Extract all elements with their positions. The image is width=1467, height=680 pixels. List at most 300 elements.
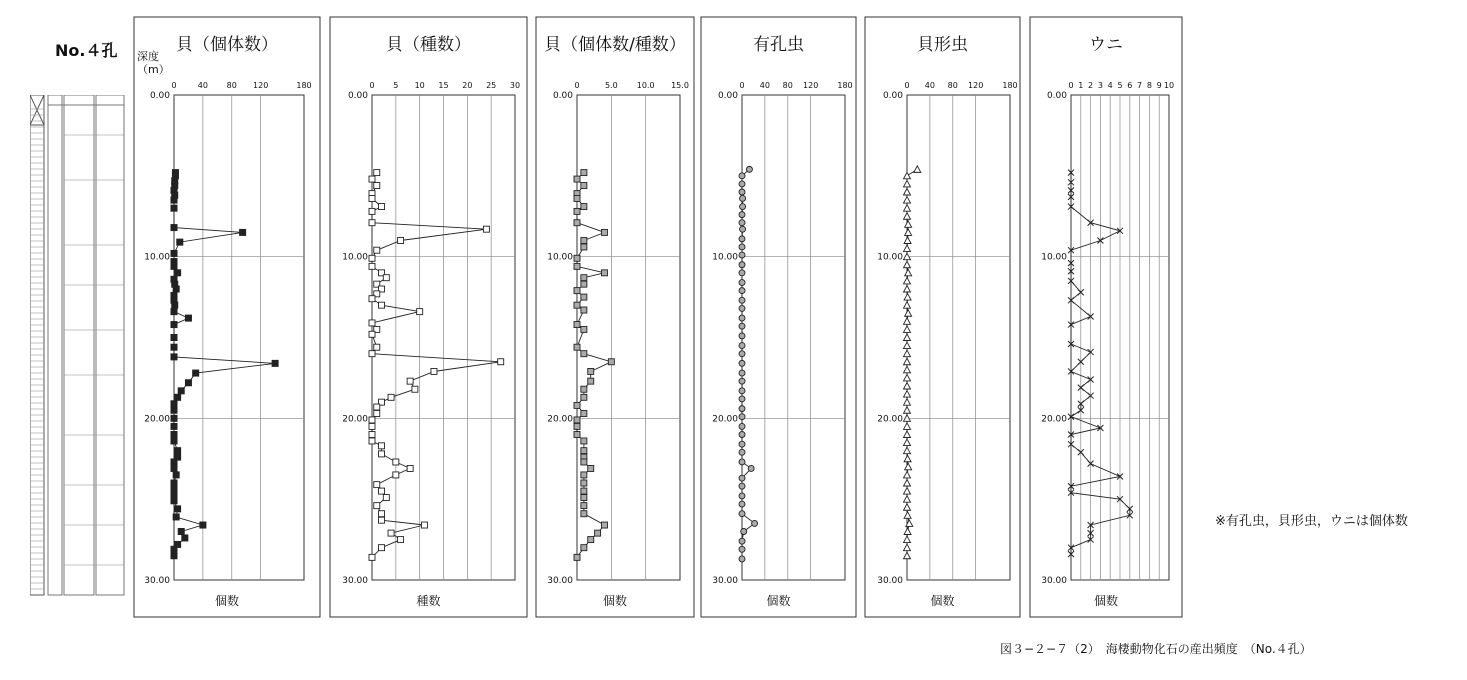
data-point bbox=[177, 239, 183, 245]
data-point bbox=[739, 546, 745, 552]
y-tick-label: 20.00 bbox=[877, 414, 903, 425]
data-point bbox=[178, 388, 184, 394]
data-point bbox=[581, 386, 587, 392]
data-point bbox=[383, 495, 389, 501]
data-point bbox=[374, 404, 380, 410]
y-tick-label: 10.00 bbox=[144, 252, 170, 263]
data-point bbox=[574, 255, 580, 261]
y-tick-label: 30.00 bbox=[877, 576, 903, 586]
data-point bbox=[904, 366, 911, 373]
data-point bbox=[369, 208, 375, 214]
x-tick-label: 15 bbox=[438, 81, 449, 90]
data-point bbox=[904, 447, 911, 454]
panel-frame bbox=[330, 17, 527, 617]
chart-title: 貝（種数） bbox=[386, 35, 471, 55]
data-point bbox=[171, 465, 177, 471]
data-point bbox=[904, 318, 911, 325]
data-point bbox=[171, 401, 177, 407]
x-tick-label: 0 bbox=[1068, 81, 1074, 90]
panel-frame bbox=[865, 17, 1020, 617]
data-point bbox=[739, 423, 745, 429]
data-point bbox=[393, 472, 399, 478]
data-point bbox=[581, 204, 587, 210]
data-point bbox=[581, 410, 587, 416]
data-point bbox=[752, 520, 758, 526]
data-point bbox=[407, 378, 413, 384]
data-point bbox=[431, 368, 437, 374]
x-tick-label: 80 bbox=[782, 81, 793, 90]
data-point bbox=[407, 465, 413, 471]
data-point bbox=[904, 488, 911, 495]
y-tick-label: 20.00 bbox=[342, 414, 368, 425]
data-point bbox=[175, 394, 181, 400]
data-point bbox=[574, 220, 580, 226]
y-tick-label: 10.00 bbox=[547, 252, 573, 263]
depth-unit-text: （m） bbox=[137, 63, 170, 76]
data-point bbox=[369, 255, 375, 261]
data-point bbox=[739, 236, 745, 242]
data-point bbox=[741, 529, 747, 535]
x-tick-label: 7 bbox=[1137, 81, 1143, 90]
data-point bbox=[904, 552, 911, 559]
data-point bbox=[483, 226, 489, 232]
data-point bbox=[739, 333, 745, 339]
data-point bbox=[369, 263, 375, 269]
data-point bbox=[369, 554, 375, 560]
y-tick-label: 0.00 bbox=[552, 91, 573, 101]
chart-title: ウニ bbox=[1089, 35, 1123, 55]
data-point bbox=[588, 378, 594, 384]
x-axis-label: 個数 bbox=[766, 594, 791, 608]
data-point bbox=[739, 432, 745, 438]
data-point bbox=[904, 261, 911, 268]
data-point bbox=[904, 423, 911, 430]
x-tick-label: 120 bbox=[968, 81, 984, 90]
data-point bbox=[739, 493, 745, 499]
data-point bbox=[369, 195, 375, 201]
data-point bbox=[581, 438, 587, 444]
depth-label-text: 深度 bbox=[137, 50, 159, 63]
data-point bbox=[581, 394, 587, 400]
data-point bbox=[581, 183, 587, 189]
data-point bbox=[171, 459, 177, 465]
y-tick-label: 10.00 bbox=[1041, 252, 1067, 263]
data-point bbox=[588, 465, 594, 471]
data-point bbox=[379, 545, 385, 551]
data-point bbox=[574, 344, 580, 350]
data-point bbox=[173, 514, 179, 520]
panel-frame bbox=[134, 17, 320, 617]
data-point bbox=[374, 170, 380, 176]
y-tick-label: 0.00 bbox=[149, 91, 170, 101]
data-point bbox=[379, 451, 385, 457]
data-point bbox=[171, 407, 177, 413]
y-tick-label: 0.00 bbox=[882, 91, 903, 101]
data-point bbox=[739, 511, 745, 517]
data-point bbox=[904, 471, 911, 478]
data-point bbox=[739, 459, 745, 465]
chart-title: 貝形虫 bbox=[917, 35, 968, 55]
data-point bbox=[574, 302, 580, 308]
x-tick-label: 40 bbox=[759, 81, 770, 90]
data-point bbox=[904, 334, 911, 341]
data-point bbox=[581, 488, 587, 494]
data-point bbox=[581, 275, 587, 281]
plot-area bbox=[174, 95, 304, 580]
x-tick-label: 15.0 bbox=[671, 81, 689, 90]
plot-area bbox=[577, 95, 680, 580]
data-point bbox=[171, 432, 177, 438]
data-point bbox=[374, 410, 380, 416]
data-point bbox=[739, 501, 745, 507]
chart-panel-4 bbox=[701, 17, 856, 617]
y-tick-label: 30.00 bbox=[712, 576, 738, 586]
data-point bbox=[369, 320, 375, 326]
y-tick-label: 30.00 bbox=[1041, 576, 1067, 586]
data-point bbox=[739, 189, 745, 195]
data-point bbox=[182, 535, 188, 541]
data-point bbox=[374, 247, 380, 253]
data-point bbox=[171, 354, 177, 360]
data-point bbox=[379, 488, 385, 494]
data-point bbox=[581, 244, 587, 250]
data-point bbox=[574, 417, 580, 423]
data-point bbox=[398, 238, 404, 244]
data-point bbox=[581, 294, 587, 300]
data-point bbox=[369, 417, 375, 423]
data-point bbox=[173, 286, 179, 292]
data-point bbox=[581, 503, 587, 509]
data-point bbox=[904, 302, 911, 309]
data-point bbox=[904, 286, 911, 293]
data-point bbox=[739, 181, 745, 187]
data-point bbox=[739, 262, 745, 268]
data-point bbox=[739, 449, 745, 455]
data-point bbox=[379, 302, 385, 308]
data-point bbox=[739, 305, 745, 311]
data-point bbox=[904, 544, 911, 551]
data-point bbox=[595, 530, 601, 536]
x-tick-label: 3 bbox=[1097, 81, 1103, 90]
data-point bbox=[740, 226, 746, 232]
data-point bbox=[739, 538, 745, 544]
data-point bbox=[904, 326, 911, 333]
y-tick-label: 0.00 bbox=[1046, 91, 1067, 101]
data-point bbox=[175, 506, 181, 512]
data-point bbox=[374, 183, 380, 189]
x-tick-label: 8 bbox=[1146, 81, 1152, 90]
data-point bbox=[739, 370, 745, 376]
data-point bbox=[581, 326, 587, 332]
x-axis-label: 個数 bbox=[214, 594, 240, 608]
data-point bbox=[388, 394, 394, 400]
data-point bbox=[904, 504, 911, 511]
data-point bbox=[905, 269, 912, 276]
data-point bbox=[905, 310, 912, 317]
data-point bbox=[581, 238, 587, 244]
x-tick-label: 20 bbox=[462, 81, 473, 90]
note-text: ※有孔虫，貝形虫，ウニは個体数 bbox=[1215, 514, 1408, 529]
data-point bbox=[581, 545, 587, 551]
x-tick-label: 5.0 bbox=[604, 81, 618, 90]
data-point bbox=[740, 195, 746, 201]
data-point bbox=[574, 288, 580, 294]
data-point bbox=[581, 448, 587, 454]
x-tick-label: 40 bbox=[197, 81, 208, 90]
data-point bbox=[739, 343, 745, 349]
data-point bbox=[574, 176, 580, 182]
chart-title: 貝（個体数） bbox=[176, 35, 278, 55]
data-point bbox=[581, 351, 587, 357]
data-point bbox=[171, 263, 177, 269]
data-point bbox=[904, 399, 911, 406]
x-tick-label: 180 bbox=[1002, 81, 1018, 90]
data-point bbox=[601, 522, 607, 528]
data-point bbox=[581, 459, 587, 465]
data-point bbox=[178, 529, 184, 535]
data-point bbox=[739, 212, 745, 218]
x-tick-label: 0 bbox=[171, 81, 177, 90]
series-line bbox=[372, 173, 501, 558]
data-point bbox=[904, 245, 911, 252]
y-tick-label: 10.00 bbox=[342, 252, 368, 263]
x-axis-label: 個数 bbox=[930, 594, 955, 608]
data-point bbox=[739, 441, 745, 447]
data-point bbox=[379, 443, 385, 449]
y-tick-label: 0.00 bbox=[347, 91, 368, 101]
x-tick-label: 80 bbox=[947, 81, 958, 90]
data-point bbox=[379, 511, 385, 517]
y-tick-label: 10.00 bbox=[877, 252, 903, 263]
chart-panel-5 bbox=[865, 17, 1020, 617]
data-point bbox=[905, 229, 912, 236]
x-tick-label: 25 bbox=[486, 81, 497, 90]
data-point bbox=[739, 288, 745, 294]
data-point bbox=[421, 522, 427, 528]
data-point bbox=[739, 351, 745, 357]
data-point bbox=[171, 344, 177, 350]
data-point bbox=[740, 204, 746, 210]
x-tick-label: 9 bbox=[1156, 81, 1162, 90]
data-point bbox=[171, 480, 177, 486]
data-point bbox=[739, 556, 745, 562]
x-tick-label: 10 bbox=[1163, 81, 1175, 90]
data-point bbox=[739, 475, 745, 481]
x-tick-label: 0 bbox=[574, 81, 580, 90]
data-point bbox=[581, 472, 587, 478]
x-tick-label: 0 bbox=[369, 81, 375, 90]
series-line bbox=[174, 173, 275, 556]
y-tick-label: 20.00 bbox=[1041, 414, 1067, 425]
x-tick-label: 120 bbox=[803, 81, 819, 90]
x-tick-label: 10.0 bbox=[636, 81, 655, 90]
data-point bbox=[588, 368, 594, 374]
panel-frame bbox=[701, 17, 856, 617]
x-tick-label: 6 bbox=[1127, 81, 1133, 90]
data-point bbox=[173, 472, 179, 478]
chart-panel-6 bbox=[1030, 17, 1182, 617]
x-tick-label: 2 bbox=[1088, 81, 1094, 90]
data-point bbox=[739, 252, 745, 258]
data-point bbox=[171, 553, 177, 559]
data-point bbox=[388, 530, 394, 536]
data-point bbox=[171, 486, 177, 492]
data-point bbox=[739, 360, 745, 366]
x-tick-label: 10 bbox=[414, 81, 425, 90]
x-tick-label: 0 bbox=[739, 81, 745, 90]
x-tick-label: 180 bbox=[296, 81, 312, 90]
data-point bbox=[904, 512, 911, 518]
data-point bbox=[369, 176, 375, 182]
y-tick-label: 30.00 bbox=[144, 576, 170, 586]
chart-title: 有孔虫 bbox=[753, 35, 804, 55]
panel-frame bbox=[536, 17, 694, 617]
data-point bbox=[581, 511, 587, 517]
data-point bbox=[379, 204, 385, 210]
data-point bbox=[739, 483, 745, 489]
figure-caption: 図３−２−７（2） 海棲動物化石の産出頻度 （No.４孔） bbox=[1000, 642, 1312, 656]
chart-panel-1 bbox=[134, 17, 320, 617]
data-point bbox=[904, 358, 911, 365]
data-point bbox=[171, 438, 177, 444]
data-point bbox=[171, 205, 177, 211]
data-point bbox=[574, 322, 580, 328]
data-point bbox=[574, 423, 580, 429]
data-point bbox=[574, 554, 580, 560]
data-point bbox=[739, 270, 745, 276]
data-point bbox=[739, 378, 745, 384]
data-point bbox=[175, 270, 181, 276]
x-axis-label: 個数 bbox=[602, 594, 628, 608]
y-tick-label: 0.00 bbox=[717, 91, 738, 101]
data-point bbox=[904, 277, 911, 284]
data-point bbox=[904, 407, 911, 414]
chart-panel-3 bbox=[536, 17, 694, 617]
data-point bbox=[904, 374, 911, 381]
data-point bbox=[272, 360, 278, 366]
data-point bbox=[171, 546, 177, 552]
data-point bbox=[374, 482, 380, 488]
data-point bbox=[739, 414, 745, 420]
data-point bbox=[171, 225, 177, 231]
x-tick-label: 0 bbox=[904, 81, 910, 90]
data-point bbox=[904, 383, 911, 390]
data-point bbox=[581, 480, 587, 486]
data-point bbox=[904, 213, 911, 220]
data-point bbox=[171, 197, 177, 203]
data-point bbox=[904, 294, 911, 301]
data-point bbox=[904, 350, 911, 357]
data-point bbox=[746, 166, 752, 172]
y-tick-label: 20.00 bbox=[547, 414, 573, 425]
chart-title: 貝（個体数/種数） bbox=[544, 35, 686, 55]
data-point bbox=[369, 438, 375, 444]
data-point bbox=[904, 237, 911, 244]
data-point bbox=[185, 315, 191, 321]
data-point bbox=[904, 431, 911, 438]
data-point bbox=[904, 180, 911, 187]
data-point bbox=[739, 220, 745, 226]
data-point bbox=[904, 480, 911, 487]
data-point bbox=[739, 244, 745, 250]
data-point bbox=[393, 459, 399, 465]
data-point bbox=[601, 229, 607, 235]
data-point bbox=[904, 172, 911, 179]
data-point bbox=[369, 423, 375, 429]
x-axis-label: 個数 bbox=[1093, 594, 1119, 608]
data-point bbox=[904, 189, 911, 196]
data-point bbox=[748, 465, 754, 471]
data-point bbox=[412, 386, 418, 392]
x-tick-label: 5 bbox=[1117, 81, 1123, 90]
x-tick-label: 180 bbox=[837, 81, 853, 90]
data-point bbox=[739, 388, 745, 394]
data-point bbox=[171, 250, 177, 256]
data-point bbox=[904, 439, 911, 446]
data-point bbox=[574, 195, 580, 201]
y-tick-label: 20.00 bbox=[144, 414, 170, 425]
data-point bbox=[904, 342, 911, 349]
data-point bbox=[200, 522, 206, 528]
data-point bbox=[581, 170, 587, 176]
chart-panel-2 bbox=[330, 17, 527, 617]
data-point bbox=[417, 309, 423, 315]
data-point bbox=[739, 315, 745, 321]
data-point bbox=[171, 335, 177, 341]
data-point bbox=[374, 503, 380, 509]
data-point bbox=[574, 432, 580, 438]
data-point bbox=[374, 344, 380, 350]
data-point bbox=[914, 166, 921, 173]
data-point bbox=[739, 323, 745, 329]
x-tick-label: 40 bbox=[924, 81, 935, 90]
data-point bbox=[904, 496, 911, 503]
data-point bbox=[588, 537, 594, 543]
data-point bbox=[904, 528, 911, 535]
data-point bbox=[904, 455, 911, 462]
plot-area bbox=[742, 95, 845, 580]
data-point bbox=[171, 498, 177, 504]
x-tick-label: 80 bbox=[226, 81, 237, 90]
data-point bbox=[739, 280, 745, 286]
data-point bbox=[574, 263, 580, 269]
data-point bbox=[193, 370, 199, 376]
data-point bbox=[581, 281, 587, 287]
data-point bbox=[379, 517, 385, 523]
y-tick-label: 30.00 bbox=[342, 576, 368, 586]
data-point bbox=[171, 415, 177, 421]
data-point bbox=[581, 307, 587, 313]
hole-label: No.４孔 bbox=[55, 41, 118, 60]
y-tick-label: 10.00 bbox=[712, 252, 738, 263]
data-point bbox=[240, 229, 246, 235]
data-point bbox=[172, 302, 178, 308]
data-point bbox=[383, 275, 389, 281]
data-point bbox=[171, 309, 177, 315]
data-point bbox=[175, 448, 181, 454]
data-point bbox=[739, 173, 745, 179]
data-point bbox=[398, 537, 404, 543]
data-point bbox=[904, 536, 911, 543]
data-point bbox=[904, 205, 911, 212]
data-point bbox=[739, 297, 745, 303]
data-point bbox=[369, 351, 375, 357]
data-point bbox=[369, 220, 375, 226]
x-axis-label: 種数 bbox=[416, 594, 441, 608]
data-point bbox=[369, 331, 375, 337]
data-point bbox=[739, 396, 745, 402]
data-point bbox=[905, 221, 912, 228]
